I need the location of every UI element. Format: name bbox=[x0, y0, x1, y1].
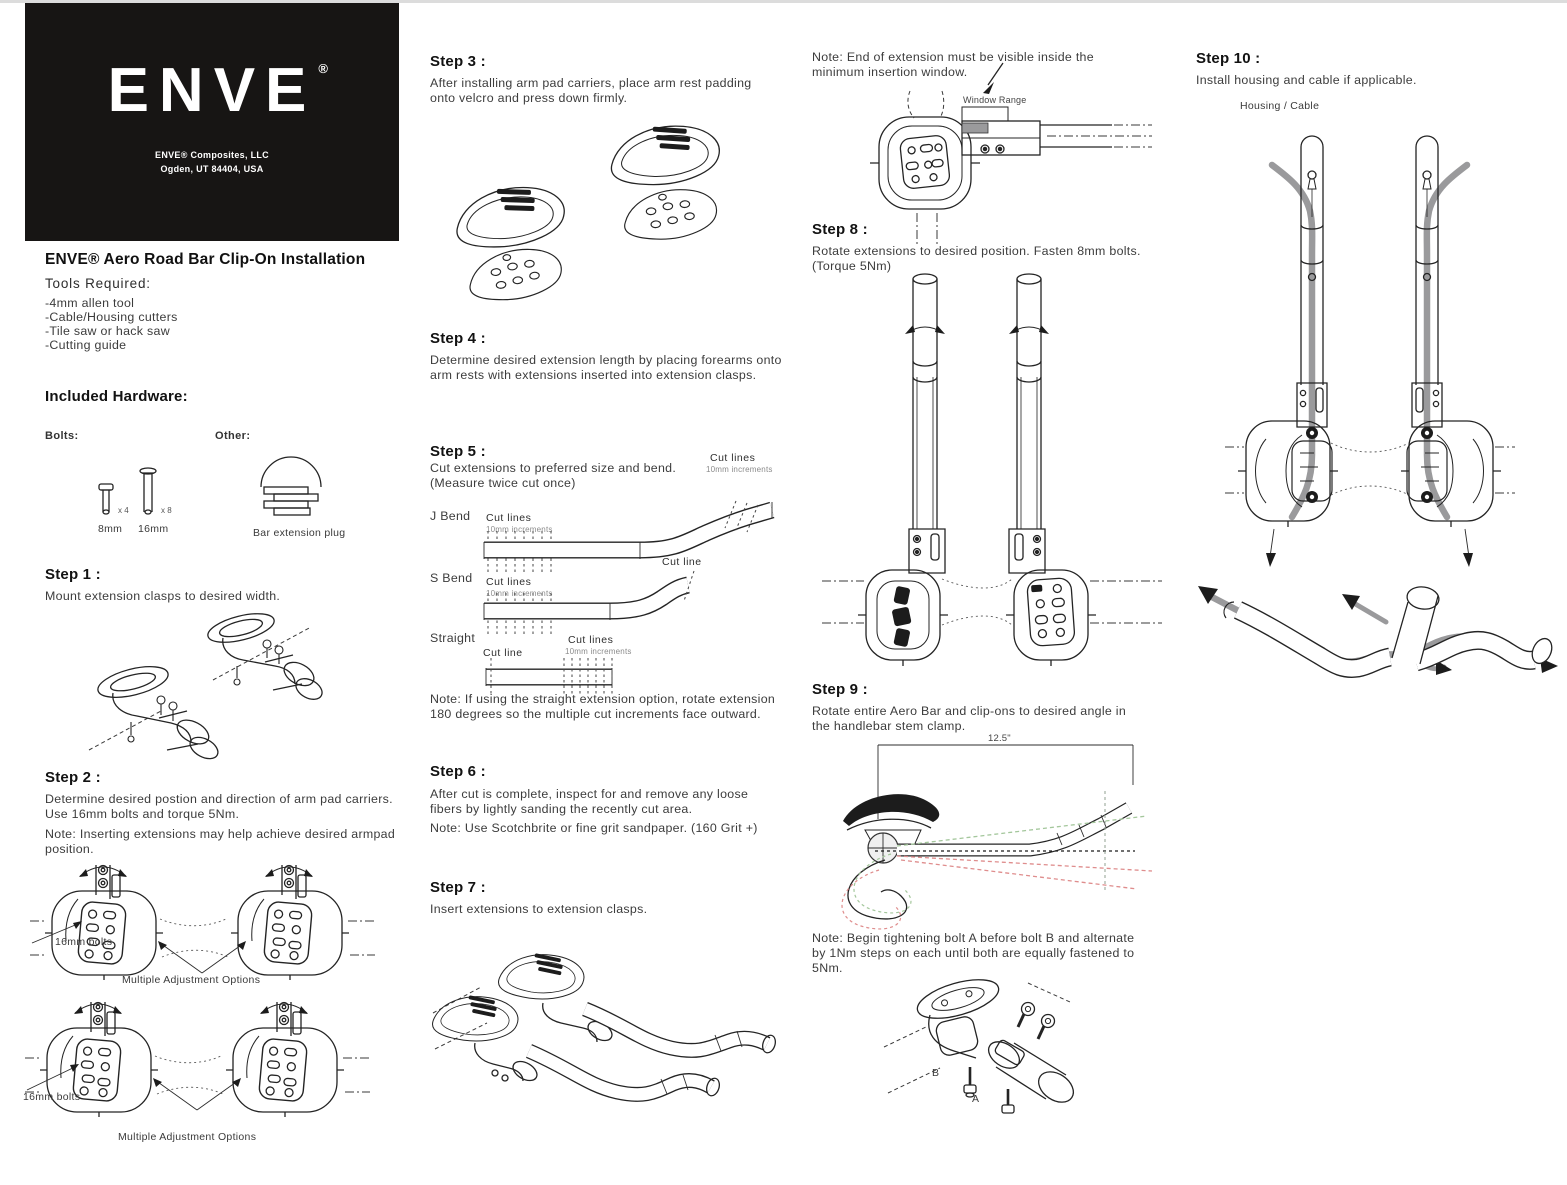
bolt-16mm-qty: x 8 bbox=[161, 506, 172, 515]
tool-item: -Tile saw or hack saw bbox=[45, 324, 170, 338]
enve-logo: ENVE bbox=[107, 56, 317, 125]
window-range-label: Window Range bbox=[963, 95, 1027, 105]
step9-illustration bbox=[805, 729, 1160, 934]
straight-cutlines-label: Cut lines bbox=[568, 634, 614, 646]
bolt-a-label: A bbox=[972, 1093, 980, 1105]
sbend-drawing bbox=[478, 569, 718, 639]
bolt-8mm-size: 8mm bbox=[98, 523, 123, 535]
step4-body: Determine desired extension length by placing forearms onto arm rests with extensions inserted into extension clasps. bbox=[430, 353, 782, 382]
brand-company: ENVE® Composites, LLC bbox=[155, 150, 269, 160]
bolts-label: Bolts: bbox=[45, 430, 79, 442]
step2-caption-top: Multiple Adjustment Options bbox=[122, 974, 261, 986]
page-title: ENVE® Aero Road Bar Clip-On Installation bbox=[45, 251, 366, 268]
step7-illustration bbox=[425, 951, 795, 1141]
tools-heading: Tools Required: bbox=[45, 276, 151, 291]
bolt-8mm-icon bbox=[97, 483, 115, 517]
jbend-tip-cutlines-label: Cut lines bbox=[710, 452, 756, 464]
step2-illustration-top bbox=[30, 861, 375, 979]
step1-title: Step 1 : bbox=[45, 566, 101, 583]
step2-body: Determine desired postion and direction of arm pad carriers. Use 16mm bolts and torque 5Nm. bbox=[45, 792, 393, 821]
step9-note: Note: Begin tightening bolt A before bolt B and alternate by 1Nm steps on each until both are equally fastened to 5Nm. bbox=[812, 931, 1135, 975]
step10-handlebar-illustration bbox=[1190, 578, 1567, 723]
jbend-label: J Bend bbox=[430, 509, 471, 523]
step7-body: Insert extensions to extension clasps. bbox=[430, 902, 648, 916]
other-label: Other: bbox=[215, 430, 251, 442]
bolt-b-label: B bbox=[932, 1067, 940, 1079]
step9-body: Rotate entire Aero Bar and clip-ons to desired angle in the handlebar stem clamp. bbox=[812, 704, 1127, 733]
bolt-8mm-qty: x 4 bbox=[118, 506, 129, 515]
bolt-16mm-size: 16mm bbox=[138, 523, 169, 535]
step2-bolts-label-top: 16mm bolts bbox=[55, 936, 113, 948]
step9-title: Step 9 : bbox=[812, 681, 868, 698]
step6-title: Step 6 : bbox=[430, 763, 486, 780]
tool-item: -Cutting guide bbox=[45, 338, 127, 352]
step2-note: Note: Inserting extensions may help achieve desired armpad position. bbox=[45, 827, 396, 856]
step8-body: Rotate extensions to desired position. Fasten 8mm bolts. (Torque 5Nm) bbox=[812, 244, 1141, 273]
step9-dimension-label: 12.5" bbox=[988, 733, 1011, 744]
straight-increments-label: 10mm increments bbox=[565, 647, 632, 656]
step10-body: Install housing and cable if applicable. bbox=[1196, 73, 1417, 87]
step6-note: Note: Use Scotchbrite or fine grit sandpaper. (160 Grit +) bbox=[430, 821, 758, 835]
step5-body2: (Measure twice cut once) bbox=[430, 476, 576, 490]
step5-title: Step 5 : bbox=[430, 443, 486, 460]
step3-title: Step 3 : bbox=[430, 53, 486, 70]
tool-item: -Cable/Housing cutters bbox=[45, 310, 178, 324]
step8-illustration bbox=[822, 271, 1162, 669]
straight-label: Straight bbox=[430, 631, 476, 645]
window-range-arrow bbox=[975, 61, 1007, 95]
brand-block bbox=[25, 3, 399, 241]
tool-item: -4mm allen tool bbox=[45, 296, 135, 310]
step6-body: After cut is complete, inspect for and remove any loose fibers by lightly sanding the recently cut area. bbox=[430, 787, 749, 816]
step2-title: Step 2 : bbox=[45, 769, 101, 786]
plug-label: Bar extension plug bbox=[253, 527, 346, 539]
step1-illustration bbox=[85, 608, 315, 768]
step3-body: After installing arm pad carriers, place arm rest padding onto velcro and press down firmly. bbox=[430, 76, 752, 105]
step2-caption-bottom: Multiple Adjustment Options bbox=[118, 1131, 257, 1143]
sbend-increments-label: 10mm increments bbox=[486, 589, 553, 598]
sbend-cutline-label: Cut line bbox=[662, 556, 702, 568]
jbend-increments-label: 10mm increments bbox=[486, 525, 553, 534]
hardware-heading: Included Hardware: bbox=[45, 388, 188, 405]
bar-extension-plug-icon bbox=[258, 455, 324, 519]
housing-cable-swatch bbox=[1196, 91, 1223, 121]
registered-mark: ® bbox=[318, 61, 329, 76]
step5-body1: Cut extensions to preferred size and bend. bbox=[430, 461, 677, 475]
step10-title: Step 10 : bbox=[1196, 50, 1261, 67]
jbend-tip-increments-label: 10mm increments bbox=[706, 465, 773, 474]
bolt-ab-illustration bbox=[878, 971, 1098, 1111]
bolt-16mm-icon bbox=[139, 467, 157, 517]
step8-title: Step 8 : bbox=[812, 221, 868, 238]
step4-title: Step 4 : bbox=[430, 330, 486, 347]
straight-cutline-label: Cut line bbox=[483, 647, 523, 659]
step10-illustration bbox=[1225, 125, 1515, 565]
step3-illustration bbox=[445, 121, 745, 321]
jbend-cutlines-label: Cut lines bbox=[486, 512, 532, 524]
housing-cable-label: Housing / Cable bbox=[1240, 100, 1320, 112]
step5-note: Note: If using the straight extension option, rotate extension 180 degrees so the multiple cut increments face outward. bbox=[430, 692, 776, 721]
step1-body: Mount extension clasps to desired width. bbox=[45, 589, 281, 603]
insertion-window-illustration bbox=[862, 91, 1152, 251]
sbend-cutlines-label: Cut lines bbox=[486, 576, 532, 588]
straight-drawing bbox=[478, 655, 658, 697]
sbend-label: S Bend bbox=[430, 571, 473, 585]
step7-title: Step 7 : bbox=[430, 879, 486, 896]
insertion-note: Note: End of extension must be visible inside the minimum insertion window. bbox=[812, 50, 1094, 79]
step2-bolts-label-bottom: 16mm bolts bbox=[23, 1091, 81, 1103]
brand-address: Ogden, UT 84404, USA bbox=[160, 164, 264, 174]
